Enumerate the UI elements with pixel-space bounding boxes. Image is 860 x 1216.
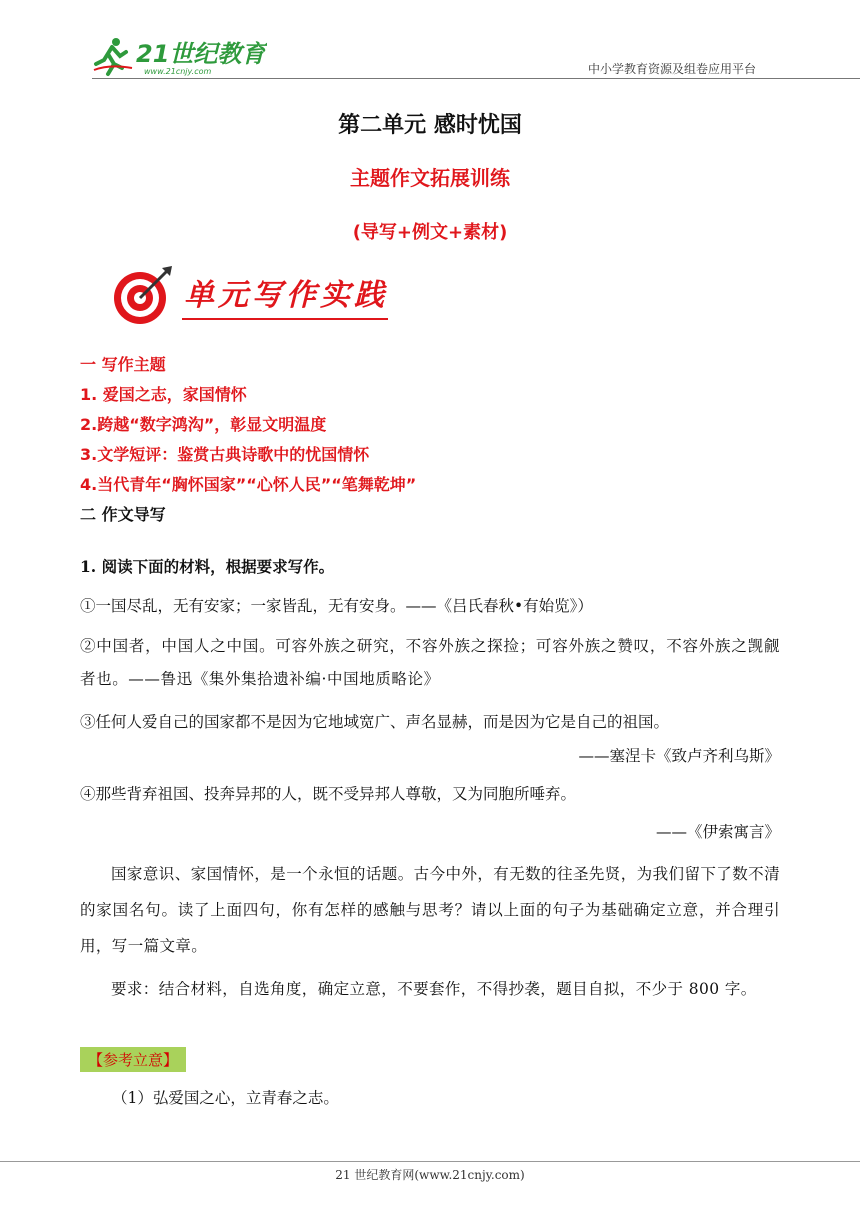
topic-item-1: 1. 爱国之志，家国情怀 (80, 385, 247, 404)
page-title: 第二单元 感时忧国 (338, 113, 522, 138)
requirements-paragraph: 要求：结合材料，自选角度，确定立意，不要套作，不得抄袭，题目自拟，不少于 800 字。 (111, 980, 757, 998)
topic-item-3: 3.文学短评：鉴赏古典诗歌中的忧国情怀 (80, 445, 370, 464)
section2-heading: 二 作文导写 (80, 505, 166, 524)
question-prompt: 1. 阅读下面的材料，根据要求写作。 (80, 557, 335, 576)
section-banner (112, 262, 392, 330)
footer-text: 21 世纪教育网(www.21cnjy.com) (335, 1168, 525, 1182)
page-subtitle: 主题作文拓展训练 (350, 166, 510, 190)
target-icon (112, 264, 176, 328)
site-logo (92, 34, 267, 78)
section1-heading: 一 写作主题 (80, 355, 166, 374)
material-3-source: ——塞涅卡《致卢齐利乌斯》 (578, 747, 780, 765)
topic-item-2: 2.跨越“数字鸿沟”，彰显文明温度 (80, 415, 327, 434)
material-3: ③任何人爱自己的国家都不是因为它地域宽广、声名显赫，而是因为它是自己的祖国。 (80, 713, 670, 731)
material-1: ①一国尽乱，无有安家；一家皆乱，无有安身。——《吕氏春秋•有始览》） (80, 597, 593, 615)
banner-underline (182, 318, 388, 320)
material-4-source: ——《伊索寓言》 (655, 823, 780, 841)
page-subtitle-paren: (导写+例文+素材) (352, 222, 508, 243)
topic-item-4: 4.当代青年“胸怀国家”“心怀人民”“笔舞乾坤” (80, 475, 417, 494)
instruction-paragraph: 国家意识、家国情怀，是一个永恒的话题。古今中外，有无数的往圣先贤，为我们留下了数不清的家国名句。读了上面四句，你有怎样的感触与思考？请以上面的句子为基础确定立意，并合理引用，写一篇文章。 (80, 865, 780, 955)
logo-url: www.21cnjy.com (144, 67, 212, 76)
reference-badge: 【参考立意】 (80, 1047, 186, 1072)
header-divider (92, 78, 860, 79)
footer-divider (0, 1161, 860, 1162)
material-4: ④那些背弃祖国、投奔异邦的人，既不受异邦人尊敬，又为同胞所唾弃。 (80, 785, 577, 803)
header-platform-text: 中小学教育资源及组卷应用平台 (587, 62, 756, 76)
banner-text: 单元写作实践 (184, 278, 388, 313)
logo-text: 21世纪教育 (136, 40, 266, 68)
material-2: ②中国者，中国人之中国。可容外族之研究，不容外族之探捡；可容外族之赞叹，不容外族之觊觎者也。——鲁迅《集外集拾遗补编·中国地质略论》 (80, 637, 780, 688)
reference-point-1: （1）弘爱国之心，立青春之志。 (112, 1089, 339, 1107)
runner-icon (94, 38, 132, 74)
